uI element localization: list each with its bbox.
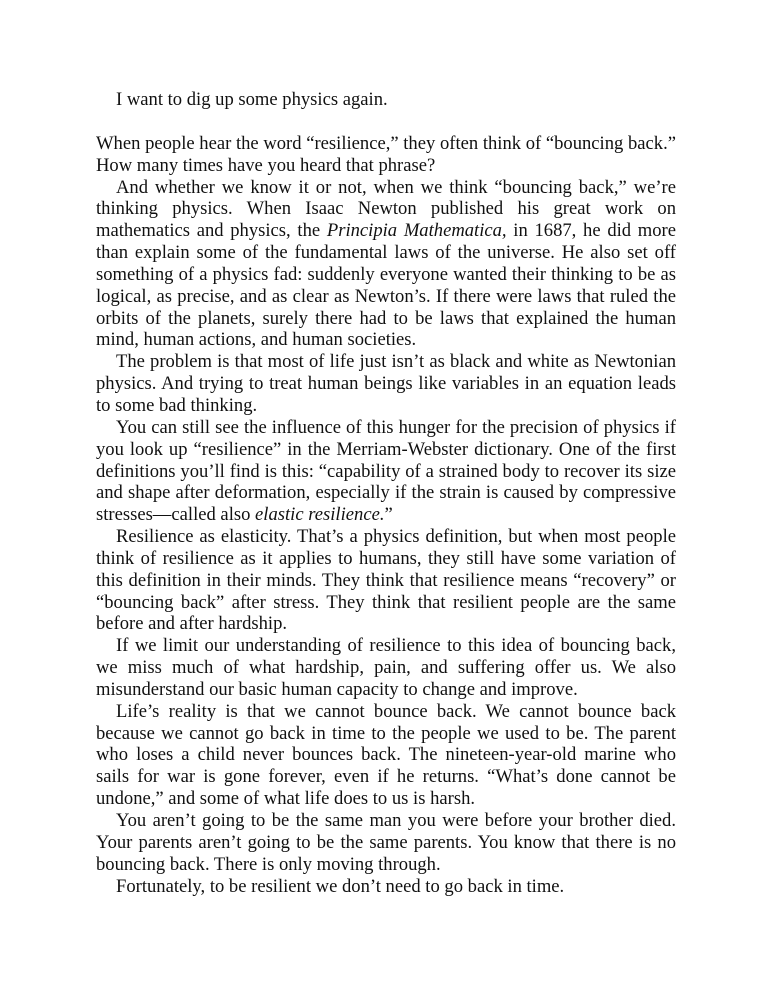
paragraph [96, 876, 676, 898]
closing-quote: ” [384, 504, 393, 526]
paragraph-text: And whether we know it or not, when we think “bouncing back,” we’re thinking physics. When Isaac Newton published his great work on mathematics and physics, the [96, 176, 676, 242]
paragraph [96, 351, 676, 417]
paragraph-text: Resilience as elasticity. That’s a physics definition, but when most people think of resilience as it applies to humans, they still have some variation of this definition in their minds. They think that resilience means “recovery” or “bouncing back” after stress. They think that resilient people are the same before and after hardship. [96, 526, 676, 635]
paragraph [96, 810, 676, 876]
opening-paragraph [96, 89, 676, 111]
paragraph-text: I want to dig up some physics again. [116, 89, 388, 110]
paragraph-text: You aren’t going to be the same man you were before your brother died. Your parents aren’t going to be the same parents. You know that there is no bouncing back. There is only moving through. [96, 810, 676, 875]
paragraph [96, 133, 676, 177]
paragraph [96, 177, 676, 352]
paragraph-text: When people hear the word “resilience,” they often think of “bouncing back.” How many times have you heard that phrase? [96, 132, 676, 176]
paragraph [96, 635, 676, 701]
paragraph-text: Fortunately, to be resilient we don’t need to go back in time. [116, 875, 565, 897]
paragraph-text: The problem is that most of life just isn’t as black and white as Newtonian physics. And trying to treat human beings like variables in an equation leads to some bad thinking. [96, 351, 676, 416]
book-title-italic: Principia Mathematica, [326, 220, 507, 242]
paragraph [96, 417, 676, 526]
body-text [96, 89, 676, 897]
paragraph [96, 701, 676, 810]
paragraph-text: in 1687, he did more than explain some of the fundamental laws of the universe. He also set off something of a physics fad: suddenly everyone wanted their thinking to be as logical, as precise, and as clear as Newton’s. If there were laws that ruled the orbits of the planets, surely there had to be laws that explained the human mind, human actions, and human societies. [96, 220, 677, 351]
paragraph [96, 526, 676, 635]
term-italic: elastic resilience. [255, 504, 385, 526]
paragraph-text: If we limit our understanding of resilience to this idea of bouncing back, we miss much of what hardship, pain, and suffering offer us. We also misunderstand our basic human capacity to change and improve. [96, 635, 676, 700]
paragraph-text: Life’s reality is that we cannot bounce back. We cannot bounce back because we cannot go back in time to the people we used to be. The parent who loses a child never bounces back. The nineteen-year-old marine who sails for war is gone forever, even if he returns. “What’s done cannot be undone,” and some of what life does to us is harsh. [96, 700, 676, 810]
paragraph-text: You can still see the influence of this hunger for the precision of physics if you look up “resilience” in the Merriam-Webster dictionary. One of the first definitions you’ll find is this: “capability of a strained body to recover its size and shape after deformation, especially if the strain is caused by compressive stresses—called also [96, 416, 676, 526]
